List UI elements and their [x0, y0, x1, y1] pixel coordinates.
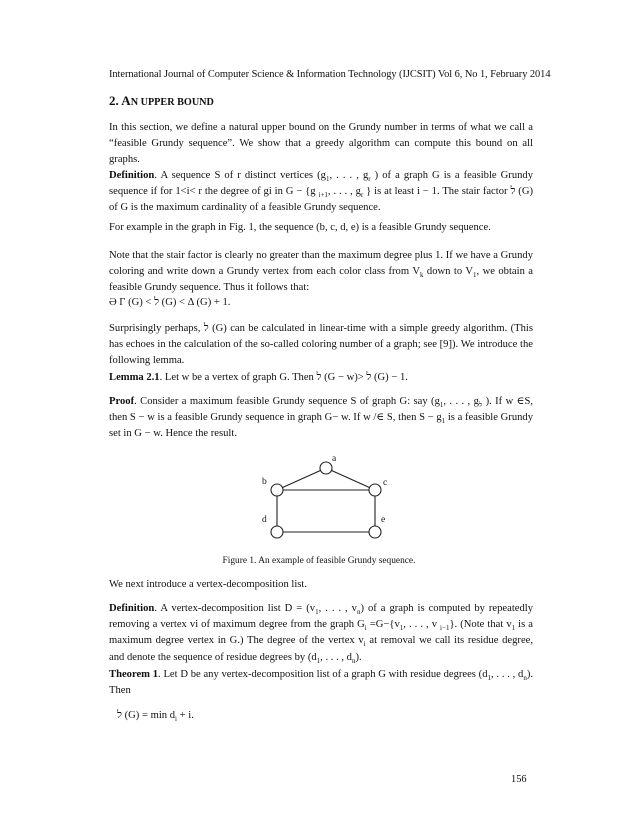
proof-label: Proof [109, 396, 135, 407]
subscript: 1 [473, 271, 477, 280]
vertex-b [271, 484, 283, 496]
definition2-paragraph [109, 601, 533, 666]
graph-figure [250, 450, 410, 542]
text-span: , . . . , g [443, 396, 479, 407]
vertex-label-b: b [262, 477, 267, 487]
text-span: . A sequence S of r distinct vertices (g [154, 170, 326, 181]
text-span: ) of a graph G is a feasible Grundy sequence if for 1<i< r the degree of gi in G − {g [109, 170, 534, 198]
definition-paragraph [109, 168, 533, 217]
text-span: . Consider a maximum feasible Grundy sequence S of graph G: say (g [134, 396, 440, 407]
text-span: , . . . , g [327, 186, 361, 198]
subscript: 1 [511, 624, 516, 633]
subscript: ל [478, 401, 483, 410]
edge-a-b [277, 468, 326, 490]
subscript: i+1 [318, 191, 328, 200]
text-span: , . . . , v [318, 603, 357, 614]
text-span: . Let D be any vertex-decomposition list of a graph G with residue degrees (d [158, 669, 488, 680]
subscript: n [523, 674, 527, 683]
subscript: k [420, 271, 424, 280]
text-span: , . . . , v [403, 619, 441, 631]
inequality-formula: Ə Γ (G) < ל (G) < Δ (G) + 1. [109, 297, 231, 308]
text-span: + i. [176, 710, 194, 721]
theorem-paragraph [109, 667, 533, 699]
vertex-d [271, 526, 283, 538]
text-span: ). Then [109, 669, 534, 697]
subscript: 1 [316, 656, 321, 665]
text-span: at removal we call its residue degree, and denote the sequence of residue degrees by (d [109, 635, 534, 663]
text-span: , . . . , d [320, 651, 352, 663]
subscript: i [364, 624, 367, 633]
vertex-e [369, 526, 381, 538]
vertex-a [320, 462, 332, 474]
next-paragraph: We next introduce a vertex-decomposition list. [109, 579, 308, 590]
lemma-paragraph [109, 370, 533, 386]
subscript: 1 [315, 608, 319, 617]
section-title-initial: A [121, 93, 131, 108]
text-span: . A vertex-decomposition list D = (v [154, 603, 316, 614]
subscript: 1 [325, 175, 330, 184]
vertex-c [369, 484, 381, 496]
text-span: =G−{v [366, 619, 400, 631]
note-paragraph [109, 248, 533, 297]
edge-a-c [326, 468, 375, 490]
page-number: 156 [511, 774, 527, 785]
text-span: ). If w ∈S, then S − w is a feasible Grundy sequence in graph G− w. If w /∈ S, then S − g [109, 396, 534, 424]
text-span: ) of a graph is computed by repeatedly removing a vertex vi of maximum degree from the graph G [109, 603, 534, 631]
section-title-rest: N UPPER BOUND [130, 97, 214, 108]
intro-paragraph: In this section, we define a natural upper bound on the Grundy number in terms of what we call a “feasible Grundy sequence”. We show that a greedy algorithm can compute this bound on all graphs. [109, 122, 533, 166]
subscript: n [356, 608, 361, 617]
subscript: i [363, 640, 366, 649]
journal-header: International Journal of Computer Science & Information Technology (IJCSIT) Vol 6, No 1, February 2014 [109, 69, 551, 80]
theorem-formula [117, 710, 194, 724]
subscript: n [351, 656, 356, 665]
subscript: i [175, 715, 177, 724]
text-span: , . . . , d [491, 669, 524, 680]
text-span: , . . . , g [329, 170, 369, 181]
subscript: 1 [487, 674, 492, 683]
subscript: 1 [441, 417, 446, 426]
lemma-text: . Let w be a vertex of graph G. Then ל (G − w)> ל (G) − 1. [159, 372, 408, 383]
text-span: ). [355, 651, 362, 663]
text-span: }. (Note that v [449, 619, 512, 631]
vertex-label-c: c [383, 478, 388, 488]
vertex-label-a: a [332, 454, 337, 464]
text-span: } is at least i − 1. The stair factor ל (G) of G is the maximum cardinality of a feasible Grundy sequence. [109, 186, 534, 214]
example-paragraph: For example in the graph in Fig. 1, the sequence (b, c, d, e) is a feasible Grundy sequence. [109, 222, 491, 233]
figure-caption: Figure 1. An example of feasible Grundy sequence. [222, 556, 416, 566]
subscript: 1 [399, 624, 404, 633]
section-number: 2. [109, 93, 119, 108]
subscript: r [368, 175, 371, 184]
text-span: is a feasible Grundy set in G − w. Hence the result. [109, 412, 534, 440]
text-span: ל (G) = min d [117, 710, 176, 721]
theorem-label: Theorem 1 [109, 669, 159, 680]
vertex-label-e: e [381, 515, 386, 525]
text-span: Note that the stair factor is clearly no greater than the maximum degree plus 1. If we have a Grundy coloring and write down a Grundy vertex from each color class from V [109, 250, 533, 278]
lemma-label: Lemma 2.1 [109, 372, 160, 383]
subscript: 1 [439, 401, 444, 410]
proof-paragraph [109, 394, 533, 443]
definition2-label: Definition [109, 603, 155, 614]
text-span: , we obtain a feasible Grundy sequence. Thus it follows that: [109, 266, 533, 294]
section-heading [109, 93, 214, 109]
text-span: down to V [423, 266, 474, 278]
subscript: i−1 [440, 624, 450, 633]
vertex-label-d: d [262, 515, 267, 525]
definition-label: Definition [109, 170, 155, 181]
subscript: r [360, 191, 364, 200]
surprise-paragraph: Surprisingly perhaps, ל (G) can be calculated in linear-time with a simple greedy algorithm. (This has echoes in the calculation of the so-called coloring number of a graph; see [9]). We introduce the following lemma. [109, 323, 533, 367]
text-span: is a maximum degree vertex in G.) The degree of the vertex v [109, 619, 533, 647]
